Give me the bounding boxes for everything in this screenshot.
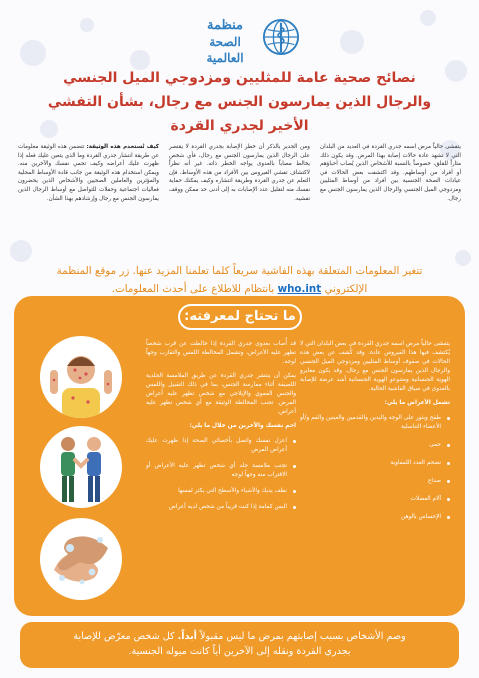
intro-col-mid: ومن الجدير بالذكر أن خطر الإصابة بجدري القردة لا يقتصر على الرجال الذين يمارسون الجنس مع رجال، فأي شخص يخالط مصاباً بالعدوى يواجه الخطر ذاته. غير أنه نظراً لاكتشاف تفشي الفيروس بين الأفراد من هذه الأوساط، فإن التعلم عن جدري القردة وطريقة انتشاره وكيف يمكنك حماية نفسك منه لتقليل عدد الإصابات به إلى أدنى حد ممكن ووقف تفشيه.: [169, 144, 310, 202]
org-name-line1: منظمة: [206, 18, 244, 33]
intro-columns: [18, 143, 461, 251]
list-item: حمى: [300, 441, 450, 450]
info-panel-title: ما تحتاج لمعرفته:: [178, 304, 302, 330]
notice-line2-post: بانتظام للاطلاع على أحدث المعلومات.: [111, 283, 275, 295]
org-name-line2: الصحة العالمية: [206, 35, 244, 65]
list-item: تجنب ملامسة جلد أي شخص تظهر عليه الأعراض أو الاقتراب منه وجهاً لوجه: [146, 462, 296, 480]
list-item: تضخم الغدد اللمفاوية: [300, 459, 450, 468]
list-item: آلام العضلات: [300, 495, 450, 504]
intro-col-right: يتفشى حالياً مرض اسمه جدري القردة في العديد من البلدان التي لا تشهد عادة حالات إصابة بهذا المرض. وقد يكون ذلك مثاراً للقلق، خصوصاً بالنسبة للأشخاص الذين يُصاب أحباؤهم أو أفراد من أوساطهم. وقد اكتشفت بعض الحالات في عيادات الصحة الجنسية بين أفراد من أوساط المثليين ومزدوجي الميل الجنسي والرجال الذين يمارسون الجنس مع رجال.: [320, 144, 461, 202]
list-item: طفح وبثور على الوجه واليدين والقدمين والعينين والفم و/أو الأعضاء التناسلية: [300, 414, 450, 432]
info-panel-mid-column: [146, 340, 296, 519]
washing-hands-icon: [40, 518, 122, 600]
transmission-text: يمكن أن ينتشر جدري القردة عن طريق الملامسة الجلدية اللصيقة أثناء ممارسة الجنس، بما في ذلك التقبيل واللمس والجنس الفموي والإيلاجي مع شخص تظهر عليه أعراض المرض. تجنب المخالطة الوثيقة مع أي شخص تظهر عليه أعراض.: [146, 373, 296, 415]
protection-list: [146, 437, 296, 512]
symptoms-list: [300, 414, 450, 522]
who-emblem-icon: [262, 18, 300, 56]
stigma-line1-bold: أبداً.: [177, 631, 197, 642]
monkeypox-overview: يتفشى حالياً مرض اسمه جدري القردة في بعض البلدان التي لا يُكتشف فيها هذا الفيروس عادة. وقد كُشف عن بعض هذه الحالات في صفوف أوساط المثليين ومزدوجي الميل الجنسي والرجال الذين يمارسون الجنس مع رجال. وقد يكون مغايرو الهوية الجنسانية ومتنوعو الهوية الجنسانية أشد عرضة للإصابة بالعدوى في سياق الفاشية الحالية.: [300, 341, 450, 392]
list-item: البس كمامة إذا كنت قريباً من شخص لديه أعراض: [146, 503, 296, 512]
person-with-rash-icon: [40, 336, 122, 418]
list-item: صداع: [300, 477, 450, 486]
intro-col-left: [18, 143, 159, 251]
stigma-line1-post: كل شخص معرّض للإصابة: [73, 631, 175, 642]
update-notice: [22, 262, 457, 298]
list-item: الإحساس بالوهن: [300, 513, 450, 522]
stigma-message: [30, 629, 449, 659]
notice-line1: تتغير المعلومات المتعلقة بهذه الفاشية سريعاً كلما تعلمنا المزيد عنها. زر موقع المنظمة: [56, 265, 423, 277]
stigma-line1: [30, 629, 449, 644]
list-item: اعزل نفسك واتصل بأخصائي الصحة إذا ظهرت عليك أعراض المرض: [146, 437, 296, 455]
page-title: [30, 66, 449, 138]
symptoms-heading: تشمل الأعراض ما يلي:: [384, 400, 450, 406]
info-panel-right-column: [300, 340, 450, 531]
title-line1: نصائح صحية عامة للمثليين ومزدوجي الميل الجنسي: [63, 70, 416, 86]
protection-heading: احمِ نفسك والآخرين من خلال ما يلي:: [189, 423, 296, 429]
notice-line2-pre: الإلكتروني: [324, 283, 368, 295]
who-website-link[interactable]: who.int: [277, 283, 322, 295]
title-line3: الأخير لجدري القردة: [170, 118, 309, 134]
list-item: نظف يديك والأشياء والأسطح التي يكثر لمسها: [146, 487, 296, 496]
org-name: [190, 18, 260, 66]
stigma-line1-pre: وصم الأشخاص بسبب إصابتهم بمرض ما ليس مقبولاً: [200, 631, 406, 642]
intro-col-left-head: كيف تُستخدم هذه الوثيقة:: [86, 144, 159, 150]
intro-col-left-body: تتضمن هذه الوثيقة معلومات عن طريقة انتشار جدري القردة وما الذي يتعين عليك فعله إذا ظهرت عليك أعراضه وكيف تحمي نفسك والآخرين منه. ويمكن استخدام هذه الوثيقة من جانب قادة الأوساط المحلية والمؤثرين والعاملين الصحيين والأشخاص الذين يحضرون فعاليات اجتماعية وحفلات للتواصل مع أوساط الرجال الذين يمارسون الجنس مع رجال وإرشادهم بهذا الشأن.: [18, 144, 159, 202]
title-line2: والرجال الذين يمارسون الجنس مع رجال، بشأن التفشي: [47, 94, 432, 110]
contact-risk-text: قد أُصاب بعدوى جدري القردة إذا خالطت عن قرب شخصاً تظهر عليه الأعراض، وتشمل المخالطة اللمس والتقارب وجهاً لوجه.: [146, 341, 296, 365]
two-people-handshake-icon: [40, 426, 122, 508]
stigma-line2: بجدري القردة ونقله إلى الآخرين أياً كانت ميوله الجنسية.: [128, 646, 351, 657]
